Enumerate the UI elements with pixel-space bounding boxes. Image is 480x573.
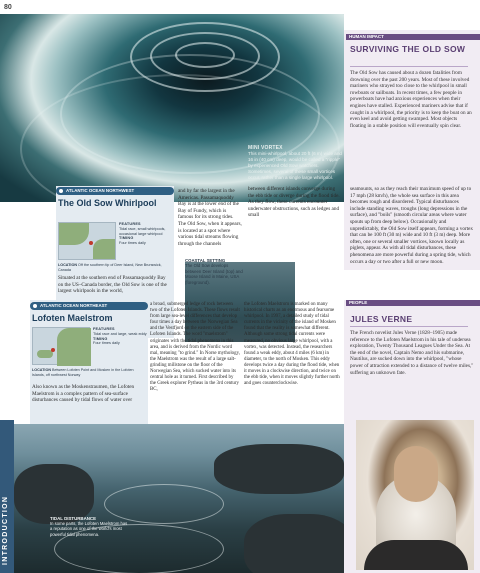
divider <box>350 326 468 327</box>
location-pin-icon <box>51 348 55 352</box>
globe-icon <box>33 304 37 308</box>
tidal-caption <box>50 516 130 537</box>
timing-text: Four times daily <box>119 241 146 246</box>
people-title: JULES VERNE <box>350 314 413 324</box>
maelstrom-region-label: ATLANTIC OCEAN NORTHEAST <box>40 303 108 308</box>
old-sow-body-col4: seamounts, so as they reach their maximum speed of up to 17 mph (28 km/h), the whole sea surface in this area becomes rough and disordered. Typical disturbances include standing waves, troughs (long depressions in the surface), and "boils" (smooth circular areas where water spouts up from deep below). Occasionally and unpredictably, the Old Sow itself appears, forming a vortex that can be 100 ft (30 m) wide and 10 ft (3 m) deep. More often, one or several smaller vortices, known locally as piglets, appear. As with all tidal disturbances, these phenomena are more powerful during a spring tide, which occurs a day or two after a full or new moon. <box>350 186 473 265</box>
coastal-text: The Old Sow develops between Deer Island (top) and Moose Island in Maine, USA (foreground). <box>185 263 243 285</box>
maelstrom-title: Lofoten Maelstrom <box>32 313 113 323</box>
old-sow-region-label: ATLANTIC OCEAN NORTHWEST <box>66 188 135 193</box>
human-impact-body: The Old Sow has caused about a dozen fatalities from drowning over the past 200 years. Most of these involved mariners who strayed too close to the whirlpool in small rowboats or sailboats. In recent times, a few people in powerboats have had anxious experiences when their engines have stalled. Experienced mariners advise that if caught in a whirlpool, the priority is to keep the boat on an even keel and avoid getting swamped. Most objects floating in a stable position will eventually spin clear. <box>350 70 472 129</box>
timing-label: TIMING <box>93 336 108 341</box>
old-sow-intro: Situated at the southern end of Passamaquoddy Bay on the US–Canada border, the Old Sow is one of the largest whirlpools in the world, <box>58 275 167 295</box>
old-sow-body-col2: and by far the largest in the Americas. Passamaquoddy Bay is at the lower end of the Bay of Fundy, which is famous for its strong tides. The Old Sow, when it appears, is located at a spot where various tidal streams flowing through the channels <box>178 188 242 247</box>
section-label: INTRODUCTION <box>2 495 9 565</box>
hero-caption <box>248 145 344 181</box>
section-side-tab <box>0 420 14 573</box>
location-pin-icon <box>89 241 93 245</box>
human-impact-band: HUMAN IMPACT <box>346 34 480 40</box>
location-label: LOCATION <box>58 263 77 267</box>
tidal-heading: TIDAL DISTURBANCE <box>50 516 97 521</box>
maelstrom-features <box>93 327 147 346</box>
old-sow-region-tag <box>56 187 174 195</box>
old-sow-features <box>119 222 173 246</box>
location-text: Off the southern tip of Deer Island, New Brunswick, Canada <box>58 263 162 272</box>
features-label: FEATURES <box>93 327 115 331</box>
timing-label: TIMING <box>119 236 134 241</box>
hero-caption-text: This mini-whirlpool, about 20 ft (6 m) wide and 16 in (40 cm) deep, would be called a "ripple" by experienced Old Sow watchers. Sometimes, several of these small vortices occur, rather than a single large whirlpool. <box>248 151 342 180</box>
maelstrom-region-tag <box>30 302 148 310</box>
human-impact-title: SURVIVING THE OLD SOW <box>350 44 466 54</box>
maelstrom-body-col3: the Lofoten Maelstrom is marked on many historical charts as an enormous and fearsome whirlpool. In 1997, a detailed study of tidal currents in the vicinity of the island of Mosken found that the reality is somewhat different. Although some strong tidal currents were measured, no obvious large whirlpool, with a vortex, was detected. Instead, the researchers found a weak eddy, about 4 miles (6 km) in diameter, to the north of Mosken. This eddy develops twice a day during the flood tide, when it moves in a clockwise direction, and twice on the ebb tide, when it moves slightly further north and goes counterclockwise. <box>244 302 340 387</box>
coastal-caption-block <box>185 258 245 285</box>
location-text: Between Lofoten Point and Mosken in the Lofoten Islands, off northwest Norway <box>32 368 134 377</box>
maelstrom-body-col2: a broad, submerged ledge of rock between two of the Lofoten Islands. These flows result from large sea-level differences that develop four times a day between the Norwegian Sea and the Vestfjord on the eastern side of the Lofoten Islands. The word "maelstrom" originates with the tidal phenomena in this area, and is derived from the Nordic word mal, meaning "to grind." In Norse mythology, the Maelstrom was the result of a large salt-grinding millstone on the floor of the Norwegian Sea, which sucked water into its central hole as it turned. First described by the Greek explorer Pytheas in the 3rd century BC, <box>150 302 240 393</box>
old-sow-location <box>58 263 172 272</box>
people-body: The French novelist Jules Verne (1828–1905) made reference to the Lofoten Maelstrom in his tale of undersea exploration, Twenty Thousand Leagues Under the Sea. At the end of the novel, Captain Nemo and his submarine, Nautilus, are sucked down into the whirlpool, "whose power of attraction extended to a distance of twelve miles," suffering an unknown fate. <box>350 330 474 376</box>
features-text: Tidal race, small whirlpools, occasional large whirlpool <box>119 226 166 236</box>
maelstrom-map <box>32 327 90 365</box>
timing-text: Four times daily <box>93 341 120 346</box>
coastal-heading: COASTAL SETTING <box>185 258 226 263</box>
lofoten-coast-photo <box>14 424 344 573</box>
maelstrom-location <box>32 368 146 377</box>
hero-caption-heading: MINI VORTEX <box>248 145 283 151</box>
divider <box>350 66 468 67</box>
old-sow-title: The Old Sow Whirlpool <box>58 198 157 208</box>
old-sow-body-col3: between different islands converge during the ebb tide or diverge during the flood tide. As they flow, these currents encounter underwater obstructions, such as ledges and small <box>248 186 340 219</box>
tidal-text: In some parts, the Lofoten Maelstrom has a reputation as one of the world's most powerful tidal phenomena. <box>50 521 128 537</box>
jules-verne-portrait <box>356 420 474 570</box>
people-band: PEOPLE <box>346 300 480 306</box>
globe-icon <box>59 189 63 193</box>
page-number: 80 <box>4 4 12 11</box>
location-label: LOCATION <box>32 368 51 372</box>
maelstrom-intro: Also known as the Moskenstraumen, the Lofoten Maelstrom is a complex pattern of sea-surface disturbances caused by tidal flows of water over <box>32 384 135 404</box>
old-sow-map <box>58 222 116 260</box>
features-label: FEATURES <box>119 222 141 226</box>
features-text: Tidal race and large, weak eddy <box>93 331 147 336</box>
